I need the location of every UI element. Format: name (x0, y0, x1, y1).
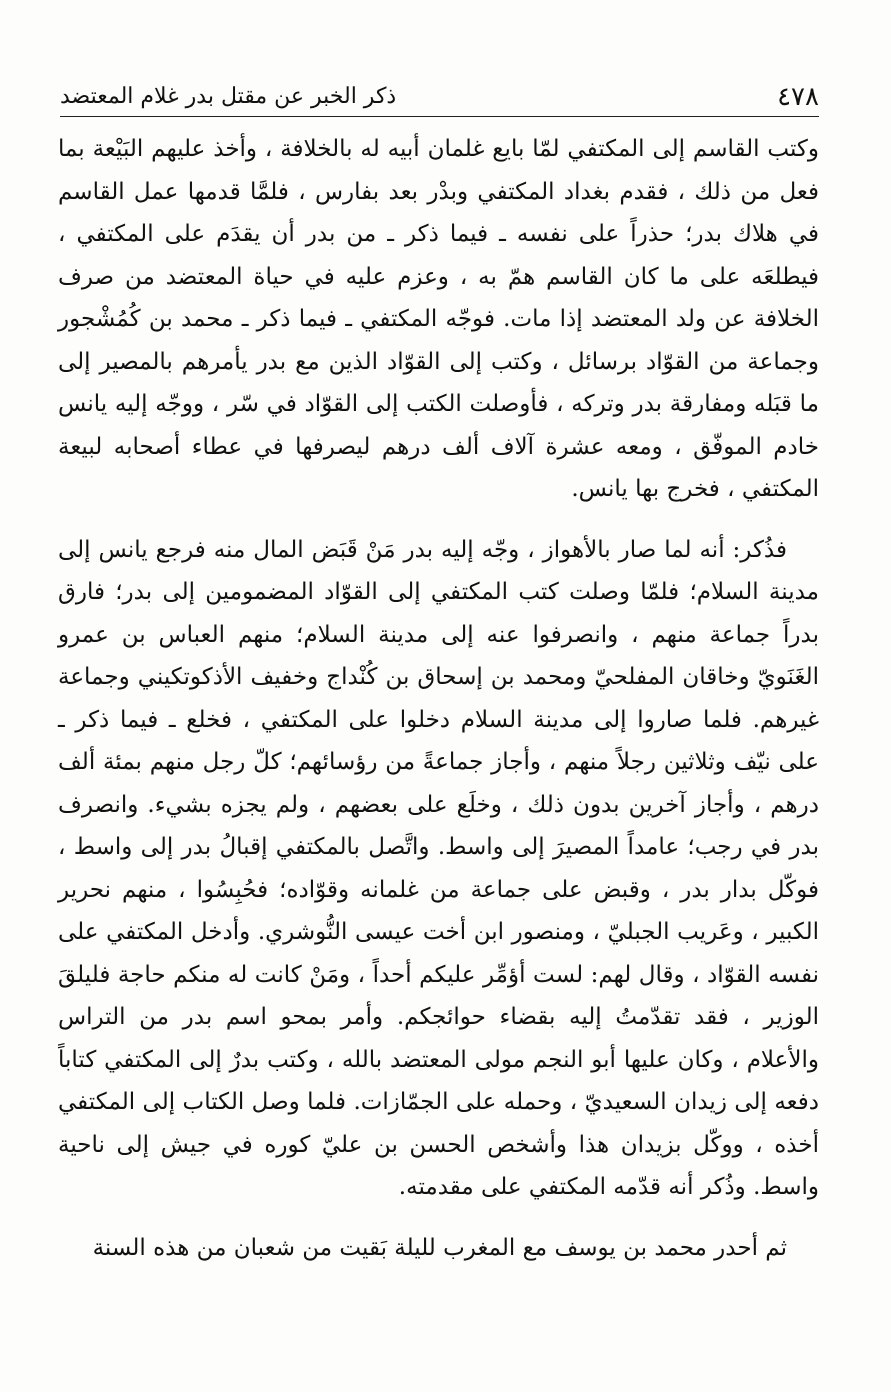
paragraph-3: ثم أحدر محمد بن يوسف مع المغرب لليلة بَقيت من شعبان من هذه السنة (92, 1234, 787, 1261)
running-title: ذكر الخبر عن مقتل بدر غلام المعتضد (60, 84, 397, 109)
paragraph-1: وكتب القاسم إلى المكتفي لمّا بايع غلمان أبيه له بالخلافة ، وأخذ عليهم البَيْعة بما فعل من ذلك ، فقدم بغداد المكتفي وبدْر بعد بفارس ، فلمَّا قدمها عمل القاسم في هلاك بدر؛ حذراً على نفسه ـ فيما ذكر ـ من بدر أن يقدَم على المكتفي ، فيطلعَه على ما كان القاسم همّ به ، وعزم عليه في حياة المعتضد من صرف الخلافة عن ولد المعتضد إذا مات. فوجّه المكتفي ـ فيما ذكر ـ محمد بن كُمُشْجور وجماعة من القوّاد برسائل ، وكتب إلى القوّاد الذين مع بدر يأمرهم بالمصير إلى ما قبَله ومفارقة بدر وتركه ، فأوصلت الكتب إلى القوّاد في سّر ، ووجّه إليه يانس خادم الموفّق ، ومعه عشرة آلاف ألف درهم ليصرفها في عطاء أصحابه لبيعة المكتفي ، فخرج بها يانس. (58, 136, 819, 502)
header-divider (60, 116, 819, 117)
page-number: ٤٧٨ (777, 82, 819, 112)
page-header (60, 78, 819, 112)
paragraph-2: فذُكر: أنه لما صار بالأهواز ، وجّه إليه بدر مَنْ قَبَض المال منه فرجع يانس إلى مدينة السلام؛ فلمّا وصلت كتب المكتفي إلى القوّاد المضمومين إلى بدر؛ فارق بدراً جماعة منهم ، وانصرفوا عنه إلى مدينة السلام؛ منهم العباس بن عمرو الغَنَويّ وخاقان المفلحيّ ومحمد بن إسحاق بن كُنْداج وخفيف الأذكوتكيني وجماعة غيرهم. فلما صاروا إلى مدينة السلام دخلوا على المكتفي ، فخلع ـ فيما ذكر ـ على نيّف وثلاثين رجلاً منهم ، وأجاز جماعةً من رؤسائهم؛ كلّ رجل منهم بمئة ألف درهم ، وأجاز آخرين بدون ذلك ، وخلَع على بعضهم ، ولم يجزه بشيء. وانصرف بدر في رجب؛ عامداً المصيرَ إلى واسط. واتَّصل بالمكتفي إقبالُ بدر إلى واسط ، فوكّل بدار بدر ، وقبض على جماعة من غلمانه وقوّاده؛ فحُبِسُوا ، منهم نحرير الكبير ، وعَريب الجبليّ ، ومنصور ابن أخت عيسى النُّوشري. وأدخل المكتفي على نفسه القوّاد ، وقال لهم: لست أؤمِّر عليكم أحداً ، ومَنْ كانت له منكم حاجة فليلقَ الوزير ، فقد تقدّمتُ إليه بقضاء حوائجكم. وأمر بمحو اسم بدر من التراس والأعلام ، وكان عليها أبو النجم مولى المعتضد بالله ، وكتب بدرٌ إلى المكتفي كتاباً دفعه إلى زيدان السعيديّ ، وحمله على الجمّازات. فلما وصل الكتاب إلى المكتفي أخذه ، ووكّل بزيدان هذا وأشخص الحسن بن عليّ كوره في جيش إلى ناحية واسط. وذُكر أنه قدّمه المكتفي على مقدمته. (58, 536, 819, 1200)
body-text (58, 128, 819, 1269)
